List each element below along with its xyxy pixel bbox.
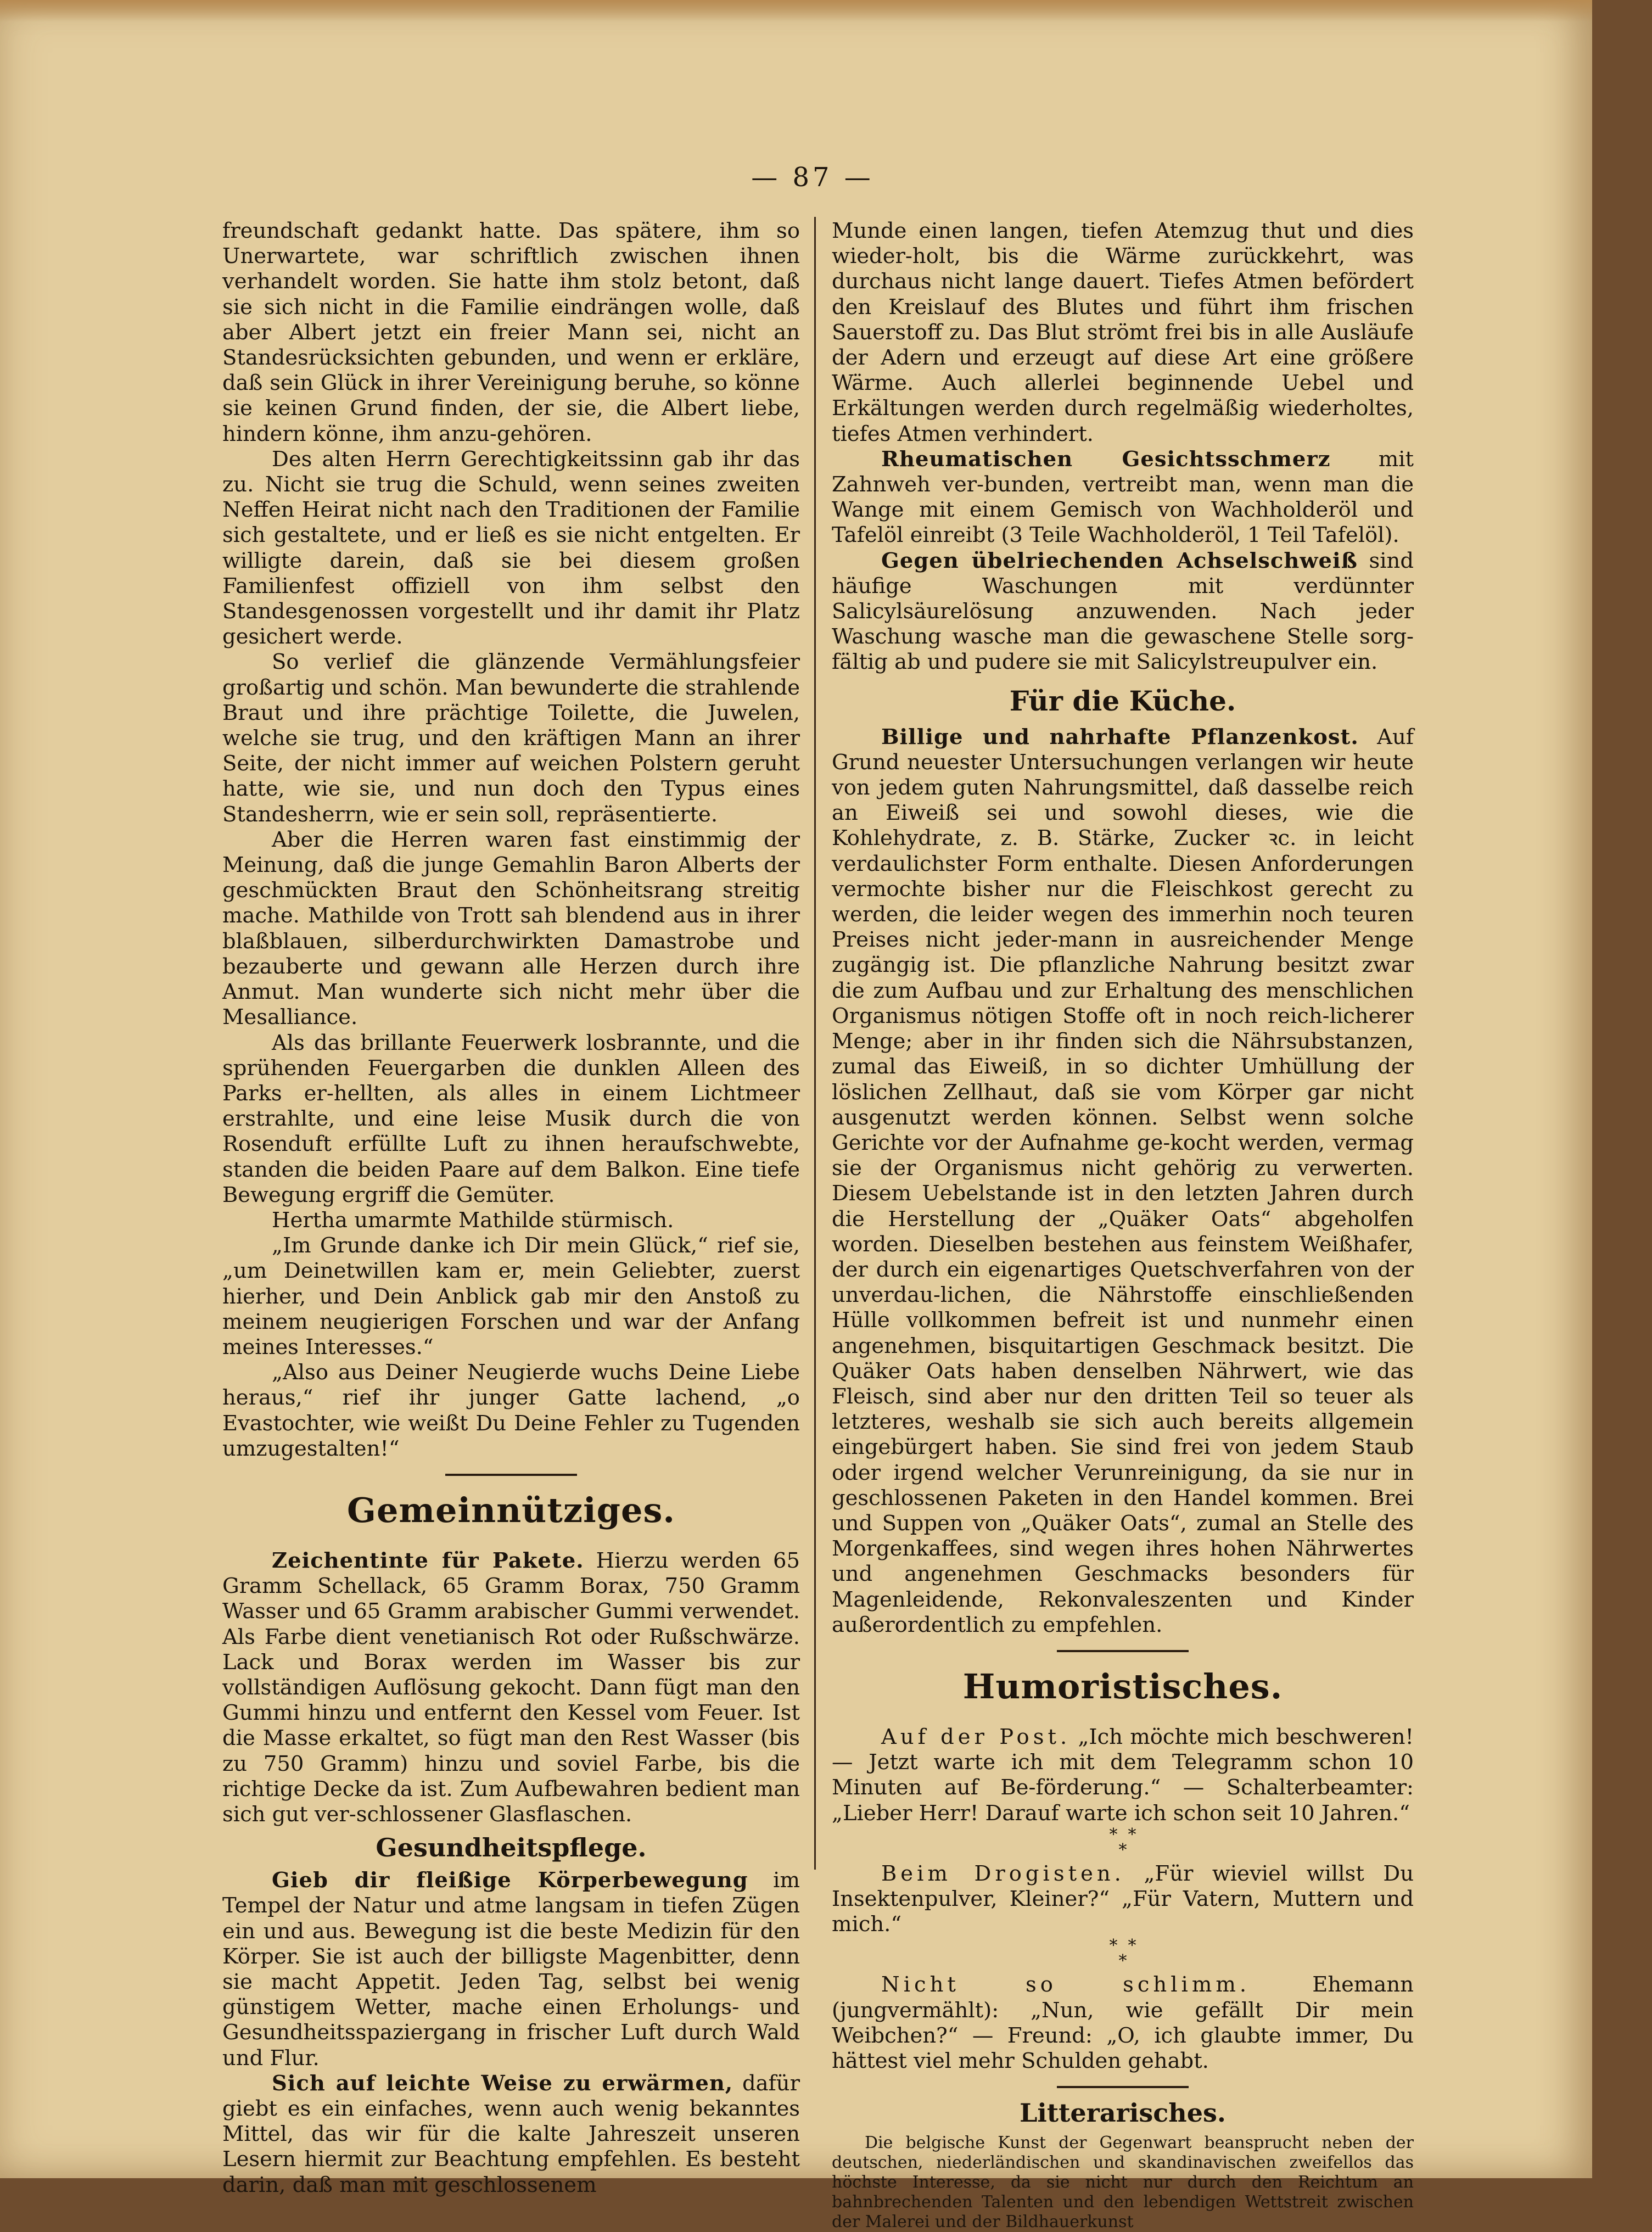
article-text: sind häufige Waschungen mit verdünnter Salicylsäurelösung anzuwenden. Nach jeder Waschung wasche man die gewaschene Stelle sorg-fältig ab und pudere sie mit Salicylstreupulver ein. bbox=[832, 548, 1414, 675]
joke-lead: Nicht so schlimm. bbox=[881, 1972, 1251, 1998]
joke-lead: Auf der Post. bbox=[881, 1724, 1071, 1749]
joke-text: „Ich möchte mich beschweren! — Jetzt warte ich mit dem Telegramm schon 10 Minuten auf Be-förderung.“ — Schalterbeamter: „Lieber Herr! Darauf warte ich schon seit 10 Jahren.“ bbox=[832, 1724, 1414, 1826]
section-title-humoristisches: Humoristisches. bbox=[962, 1666, 1283, 1707]
section-title-gemeinnuetziges: Gemeinnütziges. bbox=[347, 1490, 675, 1530]
story-paragraph: „Also aus Deiner Neugierde wuchs Deine Liebe heraus,“ rief ihr junger Gatte lachend, „o Evastochter, wie weißt Du Deine Fehler zu Tugenden umzugestalten!“ bbox=[222, 1360, 800, 1461]
article-lead: Sich auf leichte Weise zu erwärmen, bbox=[272, 2071, 733, 2096]
article-warming bbox=[222, 2071, 800, 2198]
left-column bbox=[222, 219, 800, 2198]
article-text: im Tempel der Natur und atme langsam in tiefen Zügen ein und aus. Bewegung ist die beste Medizin für den Körper. Sie ist auch der billigste Magenbitter, denn sie macht Appetit. Jeden Tag, selbst bei wenig günstigem Wetter, mache einen Erholungs- und Gesundheitsspaziergang in frischer Luft durch Wald und Flur. bbox=[222, 1868, 800, 2071]
article-lead: Billige und nahrhafte Pflanzenkost. bbox=[881, 724, 1359, 749]
literature-block bbox=[832, 2133, 1414, 2232]
story-paragraph: Hertha umarmte Mathilde stürmisch. bbox=[272, 1207, 674, 1233]
joke-text: „Für wieviel willst Du Insektenpulver, Kleiner?“ „Für Vatern, Muttern und mich.“ bbox=[832, 1861, 1414, 1937]
article-lead: Gieb dir fleißige Körperbewegung bbox=[272, 1868, 748, 1893]
section-title-gesundheitspflege: Gesundheitspflege. bbox=[376, 1833, 647, 1863]
section-title-kueche: Für die Küche. bbox=[1009, 684, 1236, 717]
article-sweat bbox=[832, 549, 1414, 675]
separator-stars: * * * bbox=[1109, 1825, 1136, 1860]
article-lead: Rheumatischen Gesichtsschmerz bbox=[881, 446, 1331, 472]
story-paragraph: So verlief die glänzende Vermählungsfeier großartig und schön. Man bewunderte die strahlende Braut und ihre prächtige Toilette, die Juwelen, welche sie trug, und den kräftigen Mann an ihrer Seite, der nicht immer auf weichen Polstern geruht hatte, wie sie, und nun doch den Typus eines Standesherrn, wie er sein soll, repräsentierte. bbox=[222, 650, 800, 827]
story-paragraph: freundschaft gedankt hatte. Das spätere, ihm so Unerwartete, war schriftlich zwischen ihnen verhandelt worden. Sie hatte ihm stolz betont, daß sie sich nicht in die Familie eindrängen wolle, daß aber Albert jetzt ein freier Mann sei, nicht an Standesrücksichten gebunden, und wenn er erkläre, daß sein Glück in ihrer Vereinigung beruhe, so könne sie keinen Grund finden, der sie, die Albert liebe, hindern könne, ihm anzu-gehören. bbox=[222, 219, 800, 446]
article-food bbox=[832, 725, 1414, 1638]
article-text: Auf Grund neuester Untersuchungen verlangen wir heute von jedem guten Nahrungsmittel, daß dasselbe reich an Eiweiß sei und sowohl dieses, wie die Kohlehydrate, z. B. Stärke, Zucker ꝛc. in leicht verdaulichster Form enthalte. Diesen Anforderungen vermochte bisher nur die Fleischkost gerecht zu werden, die leider wegen des immerhin noch teuren Preises nicht jeder-mann in ausreichender Menge zugängig ist. Die pflanzliche Nahrung besitzt zwar die zum Aufbau und zur Erhaltung des menschlichen Organismus nötigen Stoffe oft in noch reich-licherer Menge; aber in ihr finden sich die Nährsubstanzen, zumal das Eiweiß, in so dichter Umhüllung der löslichen Zellhaut, daß sie vom Körper gar nicht ausgenutzt werden können. Selbst wenn solche Gerichte vor der Aufnahme ge-kocht werden, vermag sie der Organismus nicht gehörig zu verwerten. Diesem Uebelstande ist in den letzten Jahren durch die Herstellung der „Quäker Oats“ abgeholfen worden. Dieselben bestehen aus feinstem Weißhafer, der durch ein eigenartiges Quetschverfahren von der unverdau-lichen, die Nährstoffe einschließenden Hülle vollkommen befreit ist und nunmehr einen angenehmen, bisquitartigen Geschmack besitzt. Die Quäker Oats haben denselben Nährwert, wie das Fleisch, sind aber nur den dritten Teil so teuer als letzteres, weshalb sie sich auch bereits allgemein eingebürgert haben. Sie sind frei von jedem Staub oder irgend welcher Verunreinigung, da sie nur in geschlossenen Paketen in den Handel kommen. Brei und Suppen von „Quäker Oats“, zumal an Stelle des Morgenkaffees, sind wegen ihres hohen Nährwertes und angenehmen Geschmacks besonders für Magenleidende, Rekonvaleszenten und Kinder außerordentlich zu empfehlen. bbox=[832, 724, 1414, 1637]
story-paragraph: Des alten Herrn Gerechtigkeitssinn gab ihr das zu. Nicht sie trug die Schuld, wenn seines zweiten Neffen Heirat nicht nach den Traditionen der Familie sich gestaltete, und er ließ es sie nicht entgelten. Er willigte darein, daß sie bei diesem großen Familienfest offiziell von ihm selbst den Standesgenossen vorgestellt und ihr damit ihr Platz gesichert werde. bbox=[222, 446, 800, 650]
article-text: Hierzu werden 65 Gramm Schellack, 65 Gramm Borax, 750 Gramm Wasser und 65 Gramm arabischer Gummi verwendet. Als Farbe dient venetianisch Rot oder Rußschwärze. Lack und Borax werden im Wasser bis zur vollständigen Auflösung gekocht. Dann fügt man den Gummi hinzu und entfernt den Kessel vom Feuer. Ist die Masse erkaltet, so fügt man den Rest Wasser (bis zu 750 Gramm) hinzu und soviel Farbe, bis die richtige Decke da ist. Zum Aufbewahren bedient man sich gut ver-schlossener Glasflaschen. bbox=[222, 1548, 800, 1827]
story-paragraph: Als das brillante Feuerwerk losbrannte, und die sprühenden Feuergarben die dunklen Alleen des Parks er-hellten, als alles in einem Lichtmeer erstrahlte, und eine leise Musik durch die von Rosenduft erfüllte Luft zu ihnen heraufschwebte, standen die beiden Paare auf dem Balkon. Eine tiefe Bewegung ergriff die Gemüter. bbox=[222, 1030, 800, 1207]
joke-post bbox=[832, 1725, 1414, 1826]
article-text: mit Zahnweh ver-bunden, vertreibt man, wenn man die Wange mit einem Gemisch von Wachholderöl und Tafelöl einreibt (3 Teile Wachholderöl, 1 Teil Tafelöl). bbox=[832, 446, 1414, 548]
literature-text: Die belgische Kunst der Gegenwart beansprucht neben der deutschen, niederländischen und skandinavischen zweifellos das höchste Interesse, da sie nicht nur durch den Reichtum an bahnbrechenden Talenten und den lebendigen Wettstreit zwischen der Malerei und der Bildhauerkunst bbox=[832, 2133, 1414, 2232]
article-lead: Zeichentinte für Pakete. bbox=[272, 1548, 584, 1573]
article-exercise bbox=[222, 1868, 800, 2071]
joke-drogist bbox=[832, 1861, 1414, 1938]
story-paragraph: „Im Grunde danke ich Dir mein Glück,“ rief sie, „um Deinetwillen kam er, mein Geliebter, zuerst hierher, und Dein Anblick gab mir den Anstoß zu meinem neugierigen Forschen und war der Anfang meines Interesses.“ bbox=[222, 1233, 800, 1360]
story-paragraph: Aber die Herren waren fast einstimmig der Meinung, daß die junge Gemahlin Baron Alberts der geschmückten Braut den Schönheitsrang streitig mache. Mathilde von Trott sah blendend aus in ihrer blaßblauen, silberdurchwirkten Damastrobe und bezauberte und gewann alle Herzen durch ihre Anmut. Man wunderte sich nicht mehr über die Mesalliance. bbox=[222, 827, 800, 1030]
right-column bbox=[832, 219, 1414, 2232]
separator-stars: * * * bbox=[1109, 1936, 1136, 1971]
section-rule bbox=[1057, 1650, 1189, 1652]
joke-text: Ehemann (jungvermählt): „Nun, wie gefällt Dir mein Weibchen?“ — Freund: „O, ich glaubte immer, Du hättest viel mehr Schulden gehabt. bbox=[832, 1972, 1414, 2073]
joke-lead: Beim Drogisten. bbox=[881, 1861, 1125, 1886]
article-ink bbox=[222, 1548, 800, 1827]
joke-schlimm bbox=[832, 1972, 1414, 2074]
article-rheuma bbox=[832, 447, 1414, 549]
article-lead: Gegen übelriechenden Achselschweiß bbox=[881, 548, 1358, 573]
story-paragraph: Munde einen langen, tiefen Atemzug thut und dies wieder-holt, bis die Wärme zurückkehrt, was durchaus nicht lange dauert. Tiefes Atmen befördert den Kreislauf des Blutes und führt ihm frischen Sauerstoff zu. Das Blut strömt frei bis in alle Ausläufe der Adern und erzeugt auf diese Art eine größere Wärme. Auch allerlei beginnende Uebel und Erkältungen werden durch regelmäßig wiederholtes, tiefes Atmen verhindert. bbox=[832, 219, 1414, 446]
column-divider bbox=[814, 217, 816, 1870]
section-rule bbox=[445, 1474, 577, 1476]
page-number: — 87 — bbox=[751, 162, 874, 193]
section-title-litterarisches: Litterarisches. bbox=[1020, 2098, 1226, 2128]
article-text: dafür giebt es ein einfaches, wenn auch wenig bekanntes Mittel, das wir für die kalte Jahreszeit unseren Lesern hiermit zur Beachtung empfehlen. Es besteht darin, daß man mit geschlossenem bbox=[222, 2071, 800, 2197]
section-rule bbox=[1057, 2086, 1189, 2088]
